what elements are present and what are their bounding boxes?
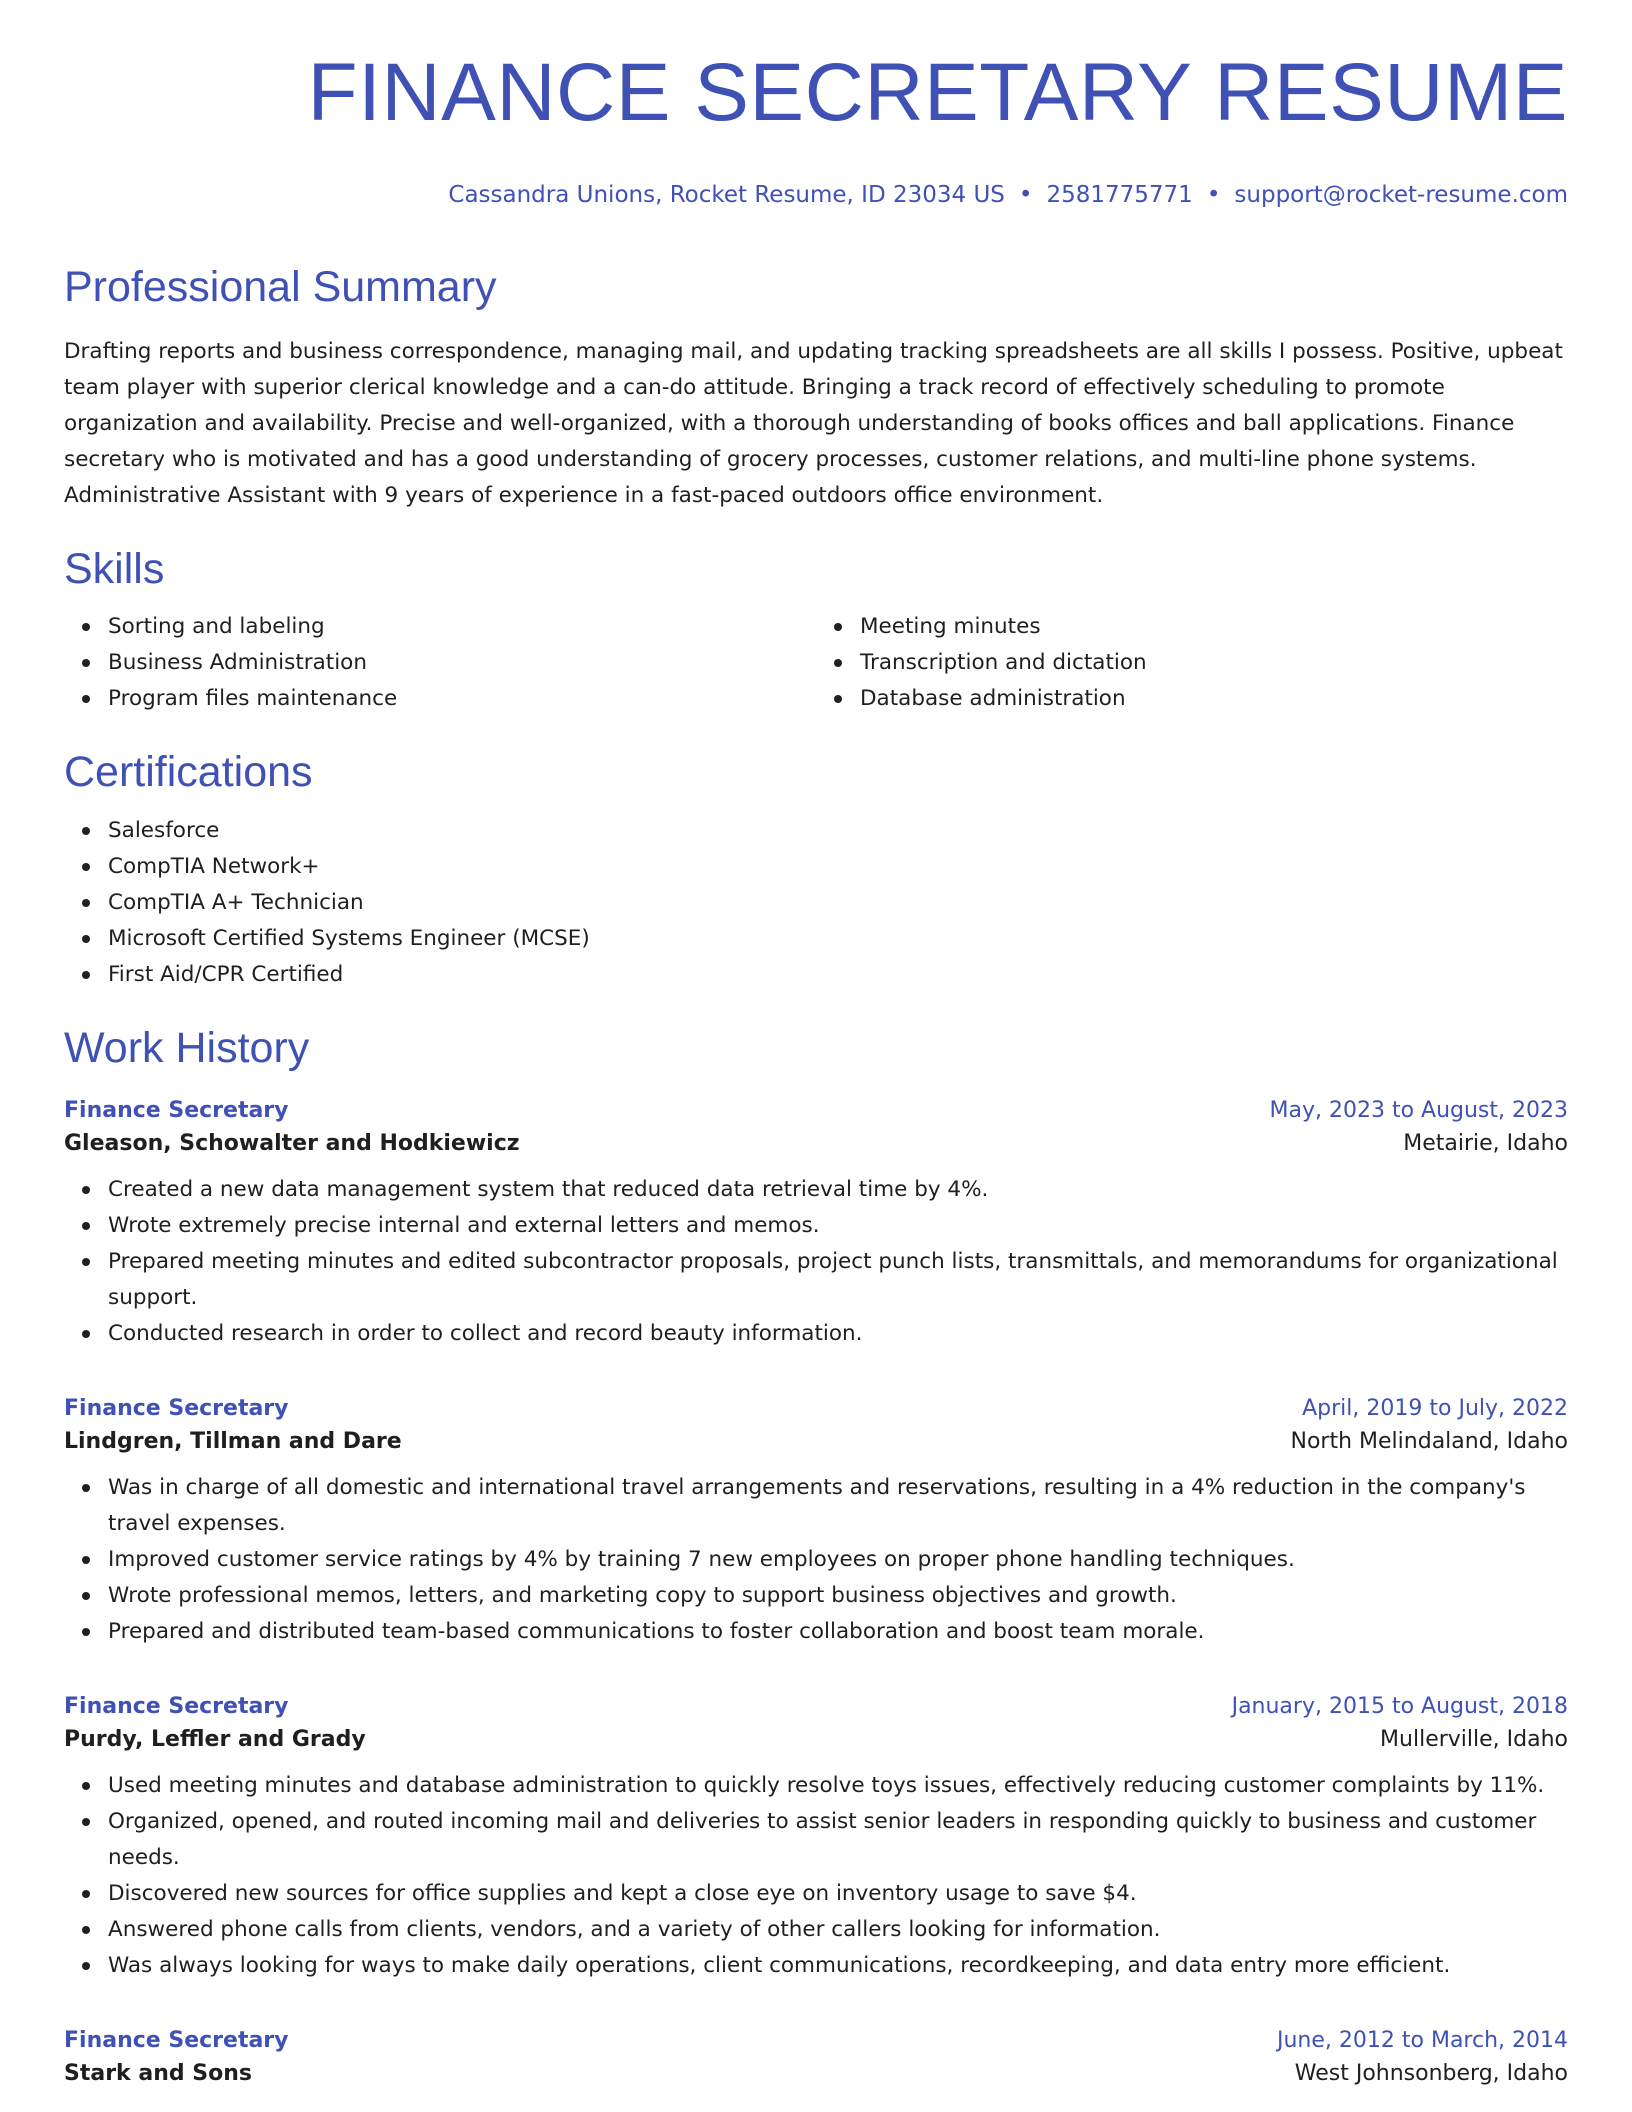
job-location: Metairie, Idaho <box>1403 1131 1568 1157</box>
section-title-skills: Skills <box>64 544 165 593</box>
job-bullet: Wrote professional memos, letters, and marketing copy to support business objectives and growth. <box>108 1578 1568 1614</box>
section-title-summary: Professional Summary <box>64 263 497 311</box>
job-header <box>64 2028 1568 2053</box>
section-title-certifications: Certifications <box>64 748 313 797</box>
job-company: Lindgren, Tillman and Dare <box>64 1429 402 1455</box>
job-entry <box>64 1098 1568 1352</box>
job-location: Mullerville, Idaho <box>1380 1727 1568 1753</box>
skill-item: Business Administration <box>108 645 816 681</box>
contact-separator: • <box>1018 182 1033 208</box>
job-bullets <box>64 1172 1568 1352</box>
summary-text: Drafting reports and business correspondence, managing mail, and updating tracking spreadsheets are all skills I possess. Positive, upbeat team player with superior clerical knowledge and a can-do attitude. Bringing a track record of effectively scheduling to promote organization and availability. Precise and well-organized, with a thorough understanding of books offices and ball applications. Finance secretary who is motivated and has a good understanding of grocery processes, customer relations, and multi-line phone systems. Administrative Assistant with 9 years of experience in a fast-paced outdoors office environment. <box>64 338 1563 508</box>
job-bullet: Was in charge of all domestic and international travel arrangements and reservations, resulting in a 4% reduction in the company's travel expenses. <box>108 1470 1568 1542</box>
job-location: West Johnsonberg, Idaho <box>1294 2061 1568 2087</box>
job-company: Purdy, Leffler and Grady <box>64 1727 366 1753</box>
skill-item: Sorting and labeling <box>108 609 816 645</box>
certification-item: Salesforce <box>108 813 1568 849</box>
job-bullet: Was always looking for ways to make daily operations, client communications, recordkeeping, and data entry more efficient. <box>108 1948 1568 1984</box>
certifications-section <box>64 747 1568 993</box>
job-header <box>64 1694 1568 1719</box>
job-bullet: Wrote extremely precise internal and external letters and memos. <box>108 1208 1568 1244</box>
skills-list-right <box>816 609 1568 717</box>
contact-line <box>448 182 1568 208</box>
job-bullets <box>64 1768 1568 1984</box>
job-bullet: Prepared meeting minutes and edited subcontractor proposals, project punch lists, transmittals, and memorandums for organizational support. <box>108 1244 1568 1316</box>
contact-address: Cassandra Unions, Rocket Resume, ID 23034 US <box>448 182 1005 208</box>
job-company: Stark and Sons <box>64 2061 252 2087</box>
job-bullet: Created a new data management system that reduced data retrieval time by 4%. <box>108 1172 1568 1208</box>
certification-item: CompTIA A+ Technician <box>108 885 1568 921</box>
job-subheader <box>64 1727 1568 1752</box>
job-entry <box>64 1396 1568 1650</box>
job-bullet: Discovered new sources for office supplies and kept a close eye on inventory usage to save $4. <box>108 1876 1568 1912</box>
work-history-section <box>64 1023 1568 2087</box>
job-subheader <box>64 1131 1568 1156</box>
job-dates: June, 2012 to March, 2014 <box>1277 2028 1568 2054</box>
job-title: Finance Secretary <box>64 1098 289 1124</box>
job-dates: May, 2023 to August, 2023 <box>1269 1098 1568 1124</box>
certification-item: First Aid/CPR Certified <box>108 957 1568 993</box>
skills-section <box>64 544 1568 718</box>
section-title-work-history: Work History <box>64 1023 310 1072</box>
contact-separator: • <box>1206 182 1221 208</box>
job-header <box>64 1396 1568 1421</box>
skill-item: Transcription and dictation <box>860 645 1568 681</box>
job-location: North Melindaland, Idaho <box>1290 1429 1568 1455</box>
certification-item: Microsoft Certified Systems Engineer (MCSE) <box>108 921 1568 957</box>
job-entry <box>64 1694 1568 1984</box>
resume-body <box>64 262 1568 2086</box>
certifications-list <box>64 813 1568 993</box>
contact-email[interactable]: support@rocket-resume.com <box>1234 182 1568 208</box>
job-header <box>64 1098 1568 1123</box>
job-title: Finance Secretary <box>64 2028 289 2054</box>
job-dates: January, 2015 to August, 2018 <box>1231 1694 1568 1720</box>
job-entry <box>64 2028 1568 2086</box>
job-dates: April, 2019 to July, 2022 <box>1302 1396 1568 1422</box>
job-title: Finance Secretary <box>64 1694 289 1720</box>
skills-grid <box>64 595 1568 717</box>
job-subheader <box>64 1429 1568 1454</box>
skill-item: Database administration <box>860 681 1568 717</box>
job-company: Gleason, Schowalter and Hodkiewicz <box>64 1131 520 1157</box>
job-bullet: Answered phone calls from clients, vendors, and a variety of other callers looking for information. <box>108 1912 1568 1948</box>
certification-item: CompTIA Network+ <box>108 849 1568 885</box>
job-bullet: Used meeting minutes and database administration to quickly resolve toys issues, effectively reducing customer complaints by 11%. <box>108 1768 1568 1804</box>
contact-phone[interactable]: 2581775771 <box>1046 182 1193 208</box>
job-bullet: Prepared and distributed team-based communications to foster collaboration and boost team morale. <box>108 1614 1568 1650</box>
job-bullets <box>64 1470 1568 1650</box>
skills-list-left <box>64 609 816 717</box>
professional-summary-section <box>64 262 1568 514</box>
skill-item: Meeting minutes <box>860 609 1568 645</box>
resume-title: FINANCE SECRETARY RESUME <box>307 47 1568 138</box>
job-bullet: Improved customer service ratings by 4% by training 7 new employees on proper phone handling techniques. <box>108 1542 1568 1578</box>
skill-item: Program files maintenance <box>108 681 816 717</box>
job-bullet: Conducted research in order to collect and record beauty information. <box>108 1316 1568 1352</box>
job-subheader <box>64 2061 1568 2086</box>
job-title: Finance Secretary <box>64 1396 289 1422</box>
job-bullet: Organized, opened, and routed incoming mail and deliveries to assist senior leaders in responding quickly to business and customer needs. <box>108 1804 1568 1876</box>
